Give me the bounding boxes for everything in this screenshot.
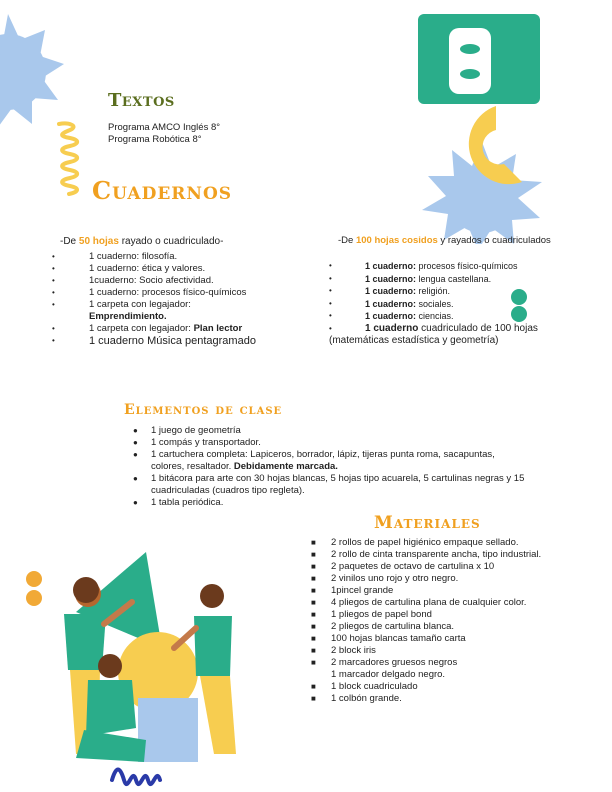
- list-item: 1 marcador delgado negro.: [331, 669, 446, 680]
- list-item: • 1 cuaderno: filosofía.: [52, 251, 178, 262]
- list-item: ■ 2 block iris: [311, 645, 376, 656]
- blue-flower-top-left: [0, 0, 70, 140]
- list-item: ■ 2 rollo de cinta transparente ancha, tipo industrial.: [311, 549, 542, 560]
- list-item: • 1 carpeta con legajador: Emprendimiento.: [52, 299, 191, 322]
- textos-list: [108, 122, 220, 146]
- list-item: ■ 1 pliegos de papel bond: [311, 609, 432, 620]
- intro-highlight: 100 hojas cosidos: [355, 235, 438, 246]
- list-item: • 1 cuaderno: lengua castellana.: [329, 273, 492, 284]
- list-item: • 1 cuaderno cuadriculado de 100 hojas: [329, 322, 538, 334]
- textos-item: Programa Robótica 8°: [108, 134, 202, 145]
- list-item: ● 1 cartuchera completa: Lapiceros, borrador, lápiz, tijeras punta roma, sacapuntas, colores, resaltador. Debidamente marcada.: [133, 449, 495, 472]
- list-item: ■ 2 pliegos de cartulina blanca.: [311, 621, 455, 632]
- list-item: ■ 2 vinilos uno rojo y otro negro.: [311, 573, 459, 584]
- list-item: • 1cuaderno: Socio afectividad.: [52, 275, 214, 286]
- cuadernos-left-list: [52, 251, 282, 347]
- cuadernos-left-intro: [60, 236, 223, 248]
- section-title-textos: Textos: [108, 90, 175, 111]
- list-item: ● 1 juego de geometría: [133, 425, 241, 436]
- cuadernos-right-intro: [338, 235, 551, 247]
- list-item: • 1 cuaderno: procesos físico-químicos: [52, 287, 247, 298]
- list-item: ■ 100 hojas blancas tamaño carta: [311, 633, 466, 644]
- section-title-cuadernos: Cuadernos: [92, 176, 233, 205]
- list-item: • 1 cuaderno: procesos físico-químicos: [329, 261, 518, 271]
- intro-highlight: 50 hojas: [78, 236, 119, 247]
- intro-text: -De: [60, 236, 79, 247]
- list-item: ■ 2 paquetes de octavo de cartulina x 10: [311, 561, 495, 572]
- intro-text: y rayados o cuadriculados: [437, 235, 551, 246]
- list-item-continuation: (matemáticas estadística y geometría): [329, 335, 499, 346]
- intro-text: rayado o cuadriculado-: [118, 236, 224, 247]
- list-item: ■ 2 marcadores gruesos negros: [311, 657, 458, 668]
- list-item: • 1 cuaderno Música pentagramado: [52, 335, 256, 347]
- cuadernos-right-list: [329, 260, 579, 348]
- list-item: • 1 cuaderno: sociales.: [329, 298, 454, 309]
- list-item: ■ 4 pliegos de cartulina plana de cualquier color.: [311, 597, 527, 608]
- materiales-list: [311, 537, 601, 705]
- list-item: • 1 cuaderno: ciencias.: [329, 311, 454, 321]
- textos-item: Programa AMCO Inglés 8°: [108, 122, 221, 133]
- intro-text: -De: [338, 235, 356, 246]
- grade-eight-badge-icon: [418, 14, 558, 244]
- list-item: ■ 1 block cuadriculado: [311, 681, 418, 692]
- section-title-elementos: Elementos de clase: [124, 402, 283, 418]
- list-item: ● 1 bitácora para arte con 30 hojas blancas, 5 hojas tipo acuarela, 5 cartulinas negras y 15 cuadriculadas (cuadros tipo regleta).: [133, 473, 525, 496]
- elementos-list: [133, 425, 593, 509]
- list-item: ● 1 compás y transportador.: [133, 437, 261, 448]
- list-item: ■ 1pincel grande: [311, 585, 394, 596]
- list-item: ● 1 tabla periódica.: [133, 497, 224, 508]
- section-title-materiales: Materiales: [374, 513, 481, 533]
- list-item: ■ 2 rollos de papel higiénico empaque sellado.: [311, 537, 519, 548]
- yellow-squiggle-icon: [56, 120, 82, 196]
- students-illustration: [36, 540, 256, 790]
- list-item: • 1 cuaderno: religión.: [329, 286, 451, 296]
- list-item: ■ 1 colbón grande.: [311, 693, 402, 704]
- list-item: • 1 cuaderno: ética y valores.: [52, 263, 206, 274]
- list-item: • 1 carpeta con legajador: Plan lector: [52, 323, 243, 334]
